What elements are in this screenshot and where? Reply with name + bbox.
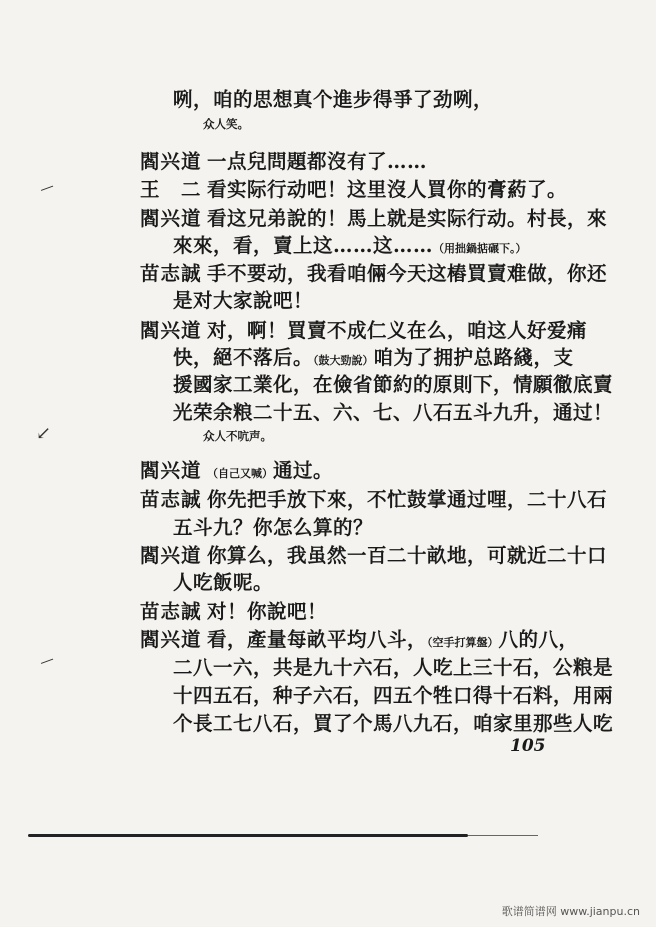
dialogue-continuation: 个長工七八石，買了个馬八九石，咱家里那些人吃: [173, 712, 614, 735]
speaker-name: 閻兴道: [140, 628, 202, 651]
dialogue-text: 看，產量每畝平均八斗，: [207, 628, 428, 651]
dialogue-continuation: [173, 230, 527, 258]
bottom-rule-tail: [468, 835, 538, 836]
dialogue-text: 对！你說吧！: [207, 600, 328, 623]
dialogue-text: 看这兄弟說的！馬上就是实际行动。村長，來: [207, 207, 608, 230]
dialogue-continuation: 五斗九？你怎么算的？: [173, 516, 374, 539]
dialogue-text: 來來，看，賣上这……这……: [173, 234, 434, 257]
dialogue-continuation: 十四五石，种子六石，四五个牲口得十石料，用兩: [173, 684, 614, 707]
dialogue-text: 你算么，我虽然一百二十畝地，可就近二十口: [207, 544, 608, 567]
stage-direction: 众人笑。: [203, 117, 249, 131]
dialogue-continuation: [173, 342, 574, 370]
speaker-name: 閻兴道: [140, 207, 202, 230]
dialogue-text: 通过。: [273, 459, 334, 482]
page-number: 105: [510, 736, 546, 756]
watermark: 歌谱简谱网 www.jianpu.cn: [501, 905, 640, 918]
speaker-name: 苗志誠: [140, 488, 202, 511]
stage-direction-inline: （自己又喊）: [207, 467, 273, 480]
speaker-name: 閻兴道: [140, 319, 202, 342]
dialogue-text: 看实际行动吧！这里沒人買你的膏葯了。: [207, 178, 568, 201]
speaker-name: 王 二: [140, 178, 202, 201]
speaker-name: 閻兴道: [140, 544, 202, 567]
dialogue-text: 一点兒問題都沒有了……: [207, 150, 428, 173]
stage-direction-inline: （鼓大勁說）: [313, 354, 374, 367]
speaker-name: 苗志誠: [140, 262, 202, 285]
scan-mark: ↙: [36, 423, 52, 444]
scan-mark: —: [37, 178, 57, 198]
dialogue-continuation: 援國家工業化，在儉省節約的原則下，情願徹底賣: [173, 373, 614, 396]
speaker-name: 閻兴道: [140, 150, 202, 173]
dialogue-text: 八的八，: [498, 628, 579, 651]
dialogue-continuation: 是对大家說吧！: [173, 289, 314, 312]
stage-direction-inline: （用拙鍋掂碾下。）: [433, 242, 527, 255]
dialogue-text: 快，絕不落后。: [173, 346, 314, 369]
dialogue-text: 咱为了拥护总路綫，支: [373, 346, 574, 369]
speaker-name: 閻兴道: [140, 459, 202, 482]
speaker-name: 苗志誠: [140, 600, 202, 623]
dialogue-continuation: [207, 624, 579, 652]
dialogue-continuation: 光荣余粮二十五、六、七、八石五斗九升，通过！: [173, 401, 614, 424]
dialogue-text: 手不要动，我看咱倆今天这樁買賣难做，你还: [207, 262, 608, 285]
text-line: 咧，咱的思想真个進步得爭了劲咧，: [173, 88, 494, 111]
dialogue-text: 对，啊！買賣不成仁义在么，咱这人好爱痛: [207, 319, 588, 342]
stage-direction-inline: （空手打算盤）: [427, 636, 499, 649]
dialogue-continuation: 二八一六，共是九十六石，人吃上三十石，公粮是: [173, 656, 614, 679]
dialogue-continuation: 人吃飯呢。: [173, 571, 274, 594]
stage-direction: 众人不吭声。: [203, 429, 272, 443]
scan-mark: —: [37, 651, 57, 671]
bottom-rule: [28, 834, 468, 837]
dialogue-continuation: [207, 455, 333, 483]
dialogue-text: 你先把手放下來，不忙鼓掌通过哩，二十八石: [207, 488, 608, 511]
